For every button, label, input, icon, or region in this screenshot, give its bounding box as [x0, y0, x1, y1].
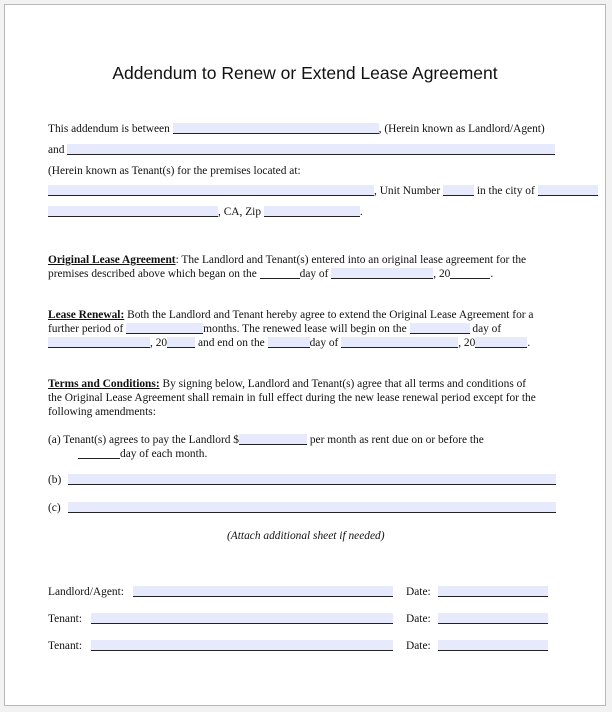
original-start-month-field[interactable]: [331, 268, 433, 279]
city-name-field[interactable]: [48, 206, 218, 217]
original-start-day-field[interactable]: [260, 268, 300, 279]
rent-amount-field[interactable]: [239, 434, 307, 445]
city-field[interactable]: [538, 185, 598, 196]
original-start-year-field[interactable]: [450, 268, 490, 279]
tenant-2-signature-field[interactable]: [91, 640, 393, 651]
unit-number-field[interactable]: [443, 185, 474, 196]
terms-line-1: Terms and Conditions: By signing below, Landlord and Tenant(s) agree that all terms and conditions of: [48, 378, 527, 390]
tenant-name-field[interactable]: [67, 144, 555, 155]
original-line-2: premises described above which began on the day of , 20 .: [48, 268, 494, 280]
rent-due-day-field[interactable]: [78, 448, 120, 459]
intro-line-2: and: [48, 143, 555, 157]
page-title: Addendum to Renew or Extend Lease Agreement: [112, 63, 498, 83]
amendment-c-row: (c): [48, 501, 556, 515]
intro-line-5: , CA, Zip .: [48, 205, 363, 219]
date-label-tenant-2: Date:: [406, 640, 431, 652]
lease-renewal-heading: Lease Renewal:: [48, 309, 125, 321]
amendment-b-field[interactable]: [68, 474, 556, 485]
renewal-line-1: Lease Renewal: Both the Landlord and Tenant hereby agree to extend the Original Lease Agreement for a: [48, 309, 534, 321]
document-page: [4, 4, 606, 706]
amendment-c-field[interactable]: [68, 502, 556, 513]
terms-heading: Terms and Conditions:: [48, 378, 160, 390]
renewal-start-day-field[interactable]: [410, 323, 470, 334]
renewal-end-month-field[interactable]: [341, 337, 458, 348]
renewal-start-year-field[interactable]: [167, 337, 195, 348]
date-label-tenant-1: Date:: [406, 613, 431, 625]
tenant-2-date-field[interactable]: [438, 640, 548, 651]
date-label-landlord: Date:: [406, 586, 431, 598]
renewal-end-day-field[interactable]: [268, 337, 310, 348]
renewal-end-year-field[interactable]: [475, 337, 527, 348]
tenant-1-date-field[interactable]: [438, 613, 548, 624]
renewal-period-field[interactable]: [126, 323, 203, 334]
landlord-date-field[interactable]: [438, 586, 548, 597]
renewal-line-2: further period of months. The renewed lease will begin on the day of: [48, 323, 502, 335]
amendment-a-line-1: (a) Tenant(s) agrees to pay the Landlord $ per month as rent due on or before the: [48, 434, 484, 446]
signature-label-tenant-2: Tenant:: [48, 640, 82, 652]
terms-line-3: following amendments:: [48, 406, 156, 418]
original-lease-heading: Original Lease Agreement: [48, 254, 176, 266]
terms-line-2: the Original Lease Agreement shall remain in full effect during the new lease renewal period except for the: [48, 392, 536, 404]
renewal-start-month-field[interactable]: [48, 337, 150, 348]
intro-line-3: (Herein known as Tenant(s) for the premises located at:: [48, 165, 301, 177]
signature-label-tenant-1: Tenant:: [48, 613, 82, 625]
original-line-1: Original Lease Agreement: The Landlord and Tenant(s) entered into an original lease agreement for the: [48, 254, 527, 266]
intro-line-1: This addendum is between , (Herein known as Landlord/Agent): [48, 123, 545, 135]
zip-field[interactable]: [264, 206, 360, 217]
landlord-signature-field[interactable]: [133, 586, 393, 597]
intro-line-4: , Unit Number in the city of: [48, 184, 598, 198]
attach-note: (Attach additional sheet if needed): [227, 530, 385, 542]
amendment-a-line-2: day of each month.: [78, 447, 207, 461]
premises-address-field[interactable]: [48, 185, 374, 196]
tenant-1-signature-field[interactable]: [91, 613, 393, 624]
amendment-b-row: (b): [48, 473, 556, 487]
renewal-line-3: , 20 and end on the day of , 20 .: [48, 336, 530, 350]
landlord-name-field[interactable]: [173, 123, 379, 134]
signature-label-landlord: Landlord/Agent:: [48, 586, 124, 598]
